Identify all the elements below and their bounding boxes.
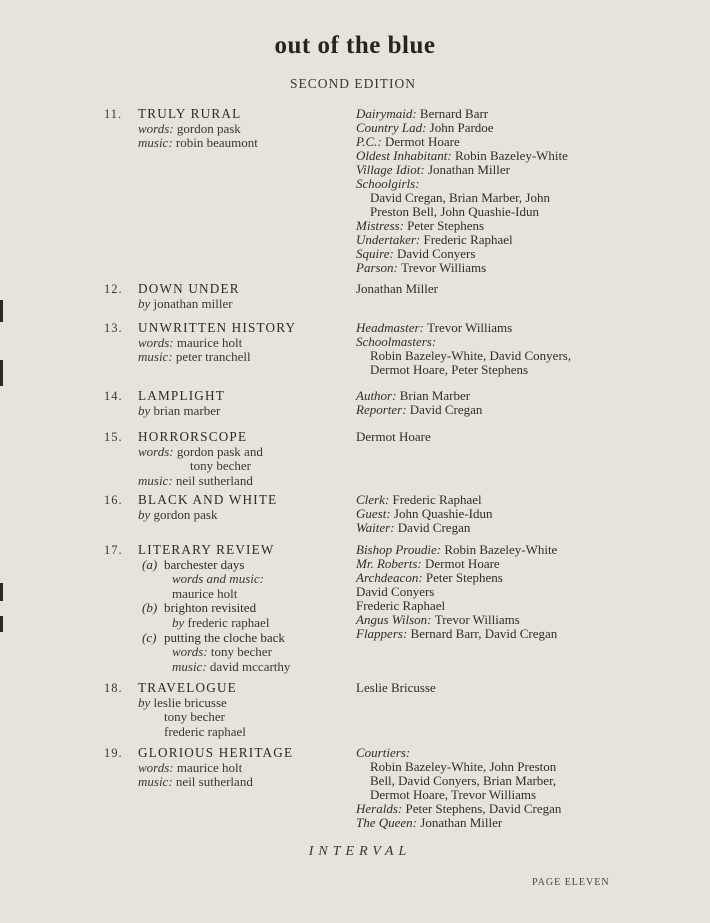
sub-item-credit bbox=[164, 616, 343, 631]
credit-line bbox=[138, 122, 343, 137]
name-value: Trevor Williams bbox=[401, 260, 487, 275]
name-value: Jonathan Miller bbox=[427, 162, 510, 177]
item-details bbox=[138, 543, 343, 674]
credit-line bbox=[138, 775, 343, 790]
sub-item-title: putting the cloche back bbox=[164, 629, 285, 645]
role-label: Bishop Proudie: bbox=[356, 542, 445, 557]
cast-line bbox=[356, 571, 616, 585]
credit-line bbox=[138, 445, 343, 460]
item-number: 11. bbox=[104, 107, 123, 121]
sub-item-credit bbox=[164, 645, 343, 660]
item-details bbox=[138, 430, 343, 488]
author-name: brian marber bbox=[153, 402, 221, 418]
role-label: words: bbox=[138, 443, 177, 459]
name-value: Peter Stephens, David Cregan bbox=[405, 801, 562, 816]
author-name: jonathan miller bbox=[153, 295, 233, 311]
role-label: Courtiers: bbox=[356, 745, 411, 760]
sub-item bbox=[138, 558, 343, 602]
role-label: Undertaker: bbox=[356, 232, 424, 247]
cast-line bbox=[356, 557, 616, 571]
role-label: Clerk: bbox=[356, 492, 393, 507]
name-value: peter tranchell bbox=[175, 349, 251, 365]
cast-line bbox=[356, 261, 616, 275]
role-label: Dairymaid: bbox=[356, 106, 420, 121]
item-title: TRAVELOGUE bbox=[138, 680, 237, 695]
cast-list bbox=[356, 493, 616, 535]
role-label: Flappers: bbox=[356, 626, 411, 641]
item-number: 12. bbox=[104, 282, 123, 296]
item-title: GLORIOUS HERITAGE bbox=[138, 745, 294, 760]
cast-line bbox=[356, 802, 616, 816]
item-number: 13. bbox=[104, 321, 123, 335]
name-value: Jonathan Miller bbox=[356, 281, 438, 296]
role-label: Schoolgirls: bbox=[356, 176, 420, 191]
cast-line bbox=[356, 191, 616, 205]
item-number: 17. bbox=[104, 543, 123, 557]
cast-line bbox=[356, 760, 616, 774]
interval-label: INTERVAL bbox=[308, 844, 412, 859]
sub-item bbox=[138, 631, 343, 675]
cast-line bbox=[356, 774, 616, 788]
role-label: Mr. Roberts: bbox=[356, 556, 425, 571]
name-value: gordon pask and bbox=[176, 443, 263, 459]
cast-line bbox=[356, 135, 616, 149]
role-label: words: bbox=[138, 334, 177, 350]
name-value: Peter Stephens bbox=[425, 570, 503, 585]
name-value: Robin Bazeley-White, David Conyers, bbox=[370, 348, 572, 363]
name-value: maurice holt bbox=[176, 334, 243, 350]
name-value: Preston Bell, John Quashie-Idun bbox=[370, 204, 539, 219]
sub-item-credit bbox=[164, 660, 343, 675]
name-value: David Cregan bbox=[397, 520, 471, 535]
cast-list bbox=[356, 107, 616, 275]
cast-list bbox=[356, 746, 616, 830]
name-value: neil sutherland bbox=[175, 774, 253, 790]
item-number: 14. bbox=[104, 389, 123, 403]
name-value: Dermot Hoare bbox=[356, 429, 431, 444]
sub-item-label: (a) bbox=[142, 556, 158, 572]
name-value: David Conyers bbox=[397, 246, 476, 261]
cast-line bbox=[356, 233, 616, 247]
sub-item-title: barchester days bbox=[164, 556, 245, 572]
sub-item-label: (c) bbox=[142, 629, 157, 645]
role-label: The Queen: bbox=[356, 815, 421, 830]
name-value: Trevor Williams bbox=[427, 320, 513, 335]
name-value: gordon pask bbox=[176, 120, 241, 136]
name-value: Bernard Barr bbox=[419, 106, 489, 121]
item-title: LAMPLIGHT bbox=[138, 388, 225, 403]
role-label: Archdeacon: bbox=[356, 570, 426, 585]
name-value: David Cregan, Brian Marber, John bbox=[370, 190, 550, 205]
name-value: John Pardoe bbox=[429, 120, 494, 135]
cast-line bbox=[356, 335, 616, 349]
name-value: Robin Bazeley-White bbox=[454, 148, 568, 163]
name-value: frederic raphael bbox=[187, 614, 270, 630]
binding-mark bbox=[0, 616, 3, 632]
credit-line bbox=[138, 350, 343, 365]
cast-list bbox=[356, 282, 616, 296]
cast-line bbox=[356, 493, 616, 507]
cast-line bbox=[356, 163, 616, 177]
name-value: David Conyers bbox=[356, 584, 435, 599]
name-value: Peter Stephens bbox=[407, 218, 485, 233]
role-label: Heralds: bbox=[356, 801, 406, 816]
author-name: gordon pask bbox=[153, 506, 218, 522]
item-details bbox=[138, 681, 343, 739]
role-label: P.C.: bbox=[356, 134, 386, 149]
by-label: by bbox=[138, 694, 154, 710]
role-label: words: bbox=[172, 644, 211, 660]
binding-mark bbox=[0, 300, 3, 322]
role-label: words: bbox=[138, 759, 177, 775]
name-value: neil sutherland bbox=[175, 472, 253, 488]
edition-subtitle: SECOND EDITION bbox=[289, 76, 417, 91]
name-value: tony becher bbox=[190, 458, 252, 474]
item-title: BLACK AND WHITE bbox=[138, 492, 278, 507]
item-title: UNWRITTEN HISTORY bbox=[138, 320, 297, 335]
cast-list bbox=[356, 681, 616, 695]
cast-line bbox=[356, 363, 616, 377]
role-label: by bbox=[172, 614, 188, 630]
role-label: Parson: bbox=[356, 260, 402, 275]
item-title: HORRORSCOPE bbox=[138, 429, 248, 444]
cast-line bbox=[356, 599, 616, 613]
cast-line bbox=[356, 521, 616, 535]
role-label: music: bbox=[138, 472, 176, 488]
name-value: Dermot Hoare bbox=[424, 556, 500, 571]
credit-line bbox=[138, 761, 343, 776]
cast-line bbox=[356, 816, 616, 830]
name-value: Frederic Raphael bbox=[423, 232, 513, 247]
name-value: Brian Marber bbox=[399, 388, 471, 403]
cast-line bbox=[356, 282, 616, 296]
name-value: Leslie Bricusse bbox=[356, 680, 436, 695]
item-title: TRULY RURAL bbox=[138, 106, 242, 121]
name-value: Bernard Barr, David Cregan bbox=[410, 626, 558, 641]
byline bbox=[138, 404, 343, 419]
item-details bbox=[138, 389, 343, 418]
binding-mark bbox=[0, 583, 3, 601]
cast-list bbox=[356, 543, 616, 641]
role-label: music: bbox=[138, 135, 176, 151]
item-number: 16. bbox=[104, 493, 123, 507]
by-label: by bbox=[138, 295, 154, 311]
role-label: music: bbox=[138, 774, 176, 790]
cast-line bbox=[356, 177, 616, 191]
name-value: David Cregan bbox=[409, 402, 483, 417]
name-value: Dermot Hoare, Trevor Williams bbox=[370, 787, 537, 802]
role-label: Mistress: bbox=[356, 218, 408, 233]
name-value: maurice holt bbox=[176, 759, 243, 775]
item-number: 19. bbox=[104, 746, 123, 760]
by-label: by bbox=[138, 506, 154, 522]
role-label: Country Lad: bbox=[356, 120, 430, 135]
role-label: Waiter: bbox=[356, 520, 398, 535]
credit-line bbox=[138, 474, 343, 489]
item-details bbox=[138, 282, 343, 311]
sub-item-title: brighton revisited bbox=[164, 600, 257, 616]
cast-line bbox=[356, 149, 616, 163]
cast-line bbox=[356, 121, 616, 135]
cast-list bbox=[356, 430, 616, 444]
extra-author: frederic raphael bbox=[164, 723, 246, 739]
role-label: Squire: bbox=[356, 246, 398, 261]
sub-item-credit bbox=[164, 587, 343, 602]
name-value: robin beaumont bbox=[175, 135, 258, 151]
name-value: maurice holt bbox=[172, 585, 238, 601]
sub-item bbox=[138, 601, 343, 630]
role-label: Author: bbox=[356, 388, 400, 403]
cast-list bbox=[356, 321, 616, 377]
item-details bbox=[138, 746, 343, 790]
cast-line bbox=[356, 627, 616, 641]
name-value: Dermot Hoare bbox=[385, 134, 460, 149]
item-details bbox=[138, 107, 343, 151]
item-number: 18. bbox=[104, 681, 123, 695]
cast-line bbox=[356, 349, 616, 363]
sub-item-label: (b) bbox=[142, 600, 158, 616]
role-label: Oldest Inhabitant: bbox=[356, 148, 455, 163]
role-label: Schoolmasters: bbox=[356, 334, 437, 349]
cast-line bbox=[356, 507, 616, 521]
cast-line bbox=[356, 247, 616, 261]
by-label: by bbox=[138, 402, 154, 418]
cast-line bbox=[356, 613, 616, 627]
cast-line bbox=[356, 788, 616, 802]
page-title: out of the blue bbox=[274, 32, 436, 59]
role-label: words and music: bbox=[172, 571, 264, 587]
item-title: LITERARY REVIEW bbox=[138, 542, 275, 557]
role-label: Reporter: bbox=[356, 402, 410, 417]
extra-author: tony becher bbox=[164, 709, 226, 725]
byline bbox=[138, 297, 343, 312]
sub-item-credit bbox=[164, 572, 343, 587]
cast-line bbox=[356, 403, 616, 417]
item-title: DOWN UNDER bbox=[138, 281, 240, 296]
name-value: Frederic Raphael bbox=[356, 598, 446, 613]
cast-line bbox=[356, 585, 616, 599]
credit-line bbox=[138, 459, 343, 474]
name-value: John Quashie-Idun bbox=[393, 506, 493, 521]
name-value: Trevor Williams bbox=[434, 612, 520, 627]
name-value: Bell, David Conyers, Brian Marber, bbox=[370, 773, 557, 788]
name-value: Jonathan Miller bbox=[420, 815, 503, 830]
cast-line bbox=[356, 746, 616, 760]
name-value: david mccarthy bbox=[209, 658, 291, 674]
role-label: words: bbox=[138, 120, 177, 136]
cast-line bbox=[356, 681, 616, 695]
cast-line bbox=[356, 219, 616, 233]
credit-line bbox=[138, 136, 343, 151]
role-label: Village Idiot: bbox=[356, 162, 428, 177]
cast-line bbox=[356, 321, 616, 335]
role-label: Angus Wilson: bbox=[356, 612, 435, 627]
item-details bbox=[138, 321, 343, 365]
role-label: music: bbox=[172, 658, 210, 674]
cast-line bbox=[356, 389, 616, 403]
cast-line bbox=[356, 430, 616, 444]
name-value: Frederic Raphael bbox=[392, 492, 482, 507]
cast-line bbox=[356, 543, 616, 557]
item-number: 15. bbox=[104, 430, 123, 444]
byline bbox=[138, 696, 343, 711]
name-value: Robin Bazeley-White bbox=[444, 542, 558, 557]
cast-line bbox=[356, 107, 616, 121]
name-value: tony becher bbox=[210, 644, 272, 660]
credit-line bbox=[138, 336, 343, 351]
name-value: Robin Bazeley-White, John Preston bbox=[370, 759, 557, 774]
cast-line bbox=[356, 205, 616, 219]
item-details bbox=[138, 493, 343, 522]
cast-list bbox=[356, 389, 616, 417]
byline bbox=[138, 508, 343, 523]
page-number: PAGE ELEVEN bbox=[532, 877, 610, 888]
binding-mark bbox=[0, 360, 3, 386]
role-label: Headmaster: bbox=[356, 320, 428, 335]
author-name: leslie bricusse bbox=[153, 694, 227, 710]
name-value: Dermot Hoare, Peter Stephens bbox=[370, 362, 529, 377]
role-label: Guest: bbox=[356, 506, 394, 521]
role-label: music: bbox=[138, 349, 176, 365]
